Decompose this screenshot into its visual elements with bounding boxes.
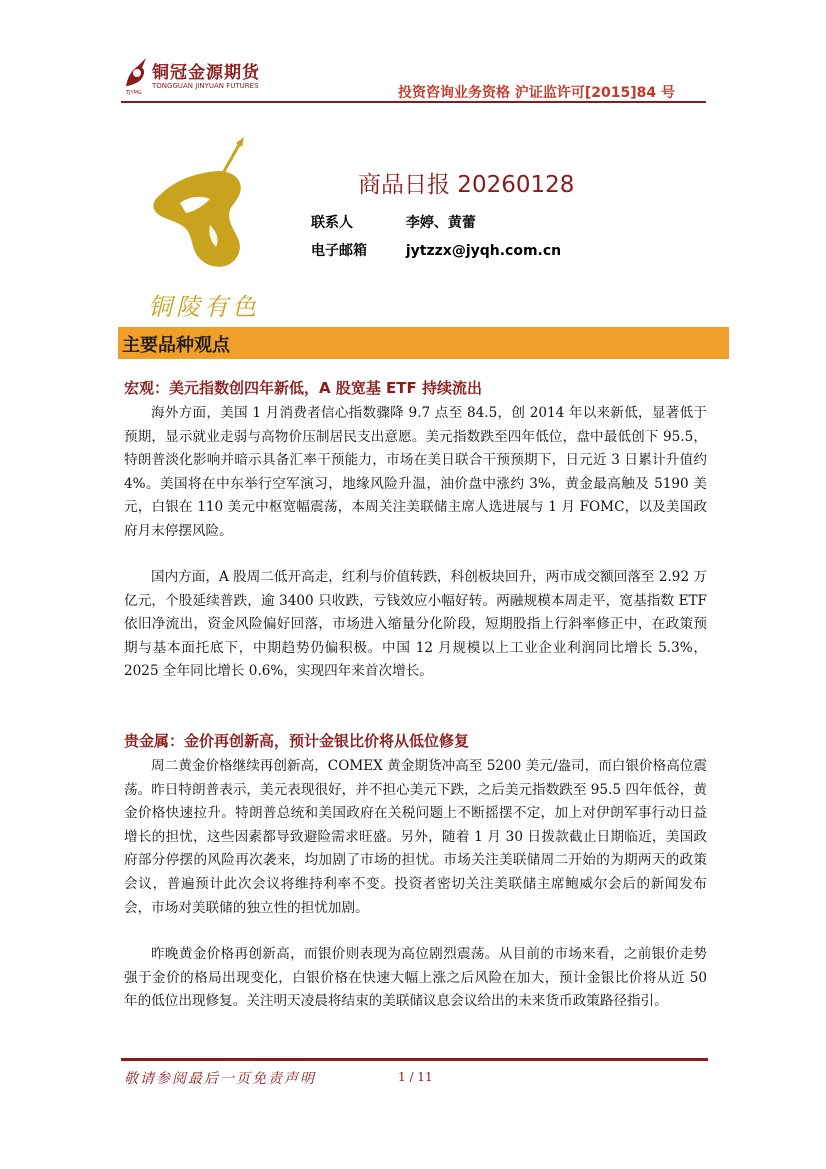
section-title: 主要品种观点 xyxy=(122,335,230,356)
article-paragraph: 周二黄金价格继续再创新高，COMEX 黄金期货冲高至 5200 美元/盎司，而白银价格高位震荡。昨日特朗普表示，美元表现很好，并不担心美元下跌，之后美元指数跌至 95.5 四年低谷，黄金价格快速拉升。特朗普总统和美国政府在关税问题上不断摇摆不定，加上对伊朗军事行动日益增长的担忧，这些因素都导致避险需求旺盛。另外，随着 1 月 30 日拨款截止日期临近，美国政府部分停摆的风险再次袭来，均加剧了市场的担忧。市场关注美联储周二开始的为期两天的政策会议，普遍预计此次会议将维持利率不变。投资者密切关注美联储主席鲍威尔会后的新闻发布会，市场对美联储的独立性的担忧加剧。 xyxy=(124,758,707,916)
footer-divider xyxy=(121,1058,708,1061)
company-logo xyxy=(122,56,272,100)
section-band xyxy=(118,327,729,359)
company-name-cn: 铜冠金源期货 xyxy=(152,63,260,83)
contact-value: 李婷、黄蕾 xyxy=(405,215,476,231)
article-heading-precious-metals: 贵金属：金价再创新高，预计金银比价将从低位修复 xyxy=(124,732,470,750)
license-text: 投资咨询业务资格 沪证监许可[2015]84 号 xyxy=(398,85,675,101)
emblem-calligraphy: 铜陵有色 xyxy=(148,293,260,321)
report-title: 商品日报 20260128 xyxy=(358,172,575,198)
article-paragraph: 昨晚黄金价格再创新高，而银价则表现为高位剧烈震荡。从目前的市场来看，之前银价走势强于金价的格局出现变化，白银价格在快速大幅上涨之后风险在加大，预计金银比价将从近 50 年的低位出现修复。关注明天凌晨将结束的美联储议息会议给出的未来货币政策路径指引。 xyxy=(124,946,707,1010)
header-divider xyxy=(121,101,706,103)
contact-row xyxy=(311,212,476,232)
email-value[interactable]: jytzzx@jyqh.com.cn xyxy=(405,243,562,259)
article-paragraph: 国内方面，A 股周二低开高走，红利与价值转跌，科创板块回升，两市成交额回落至 2.92 万亿元，个股延续普跌，逾 3400 只收跌，亏钱效应小幅好转。两融规模本周走平，宽基指数 ETF 依旧净流出，资金风险偏好回落，市场进入缩量分化阶段，短期股指上行斜率修正中，在政策预期与基本面托底下，中期趋势仍偏积极。中国 12 月规模以上工业企业利润同比增长 5.3%，2025 全年同比增长 0.6%，实现四年来首次增长。 xyxy=(124,569,708,680)
company-abbr: TJYMG xyxy=(126,90,142,96)
page-number: 1 / 11 xyxy=(398,1070,433,1084)
article-paragraph: 海外方面，美国 1 月消费者信心指数骤降 9.7 点至 84.5，创 2014 年以来新低，显著低于预期，显示就业走弱与高物价压制居民支出意愿。美元指数跌至四年低位，盘中最低创下 95.5，特朗普淡化影响并暗示具备汇率干预能力，市场在美日联合干预预期下，日元近 3 日累计升值约 4%。美国将在中东举行空军演习，地缘风险升温，油价盘中涨约 3%，黄金最高触及 5190 美元，白银在 110 美元中枢宽幅震荡，本周关注美联储主席人选进展与 1 月 FOMC，以及美国政府月末停摆风险。 xyxy=(124,405,707,539)
company-emblem-icon xyxy=(122,56,150,90)
article-heading-macro: 宏观：美元指数创四年新低，A 股宽基 ETF 持续流出 xyxy=(124,379,483,397)
contact-label: 联系人 xyxy=(311,215,353,231)
email-label: 电子邮箱 xyxy=(311,243,367,259)
disclaimer-note: 敬请参阅最后一页免责声明 xyxy=(124,1071,316,1087)
company-name-en: TONGGUAN JINYUAN FUTURES xyxy=(152,82,259,90)
brand-emblem xyxy=(140,135,280,320)
email-row xyxy=(311,240,561,260)
